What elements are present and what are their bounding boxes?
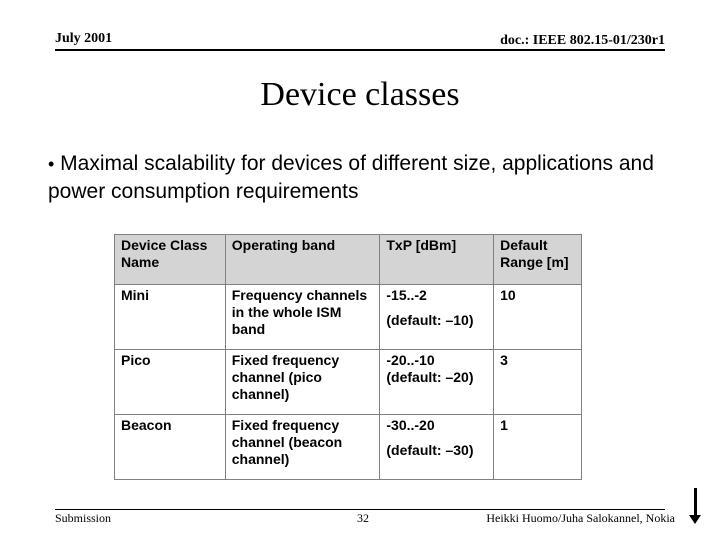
header-device-class-name: Device Class Name bbox=[115, 235, 226, 285]
bullet-text: Maximal scalability for devices of different size, applications and power consumption requirements bbox=[48, 152, 654, 203]
bullet-marker: • bbox=[48, 154, 55, 174]
footer-authors: Heikki Huomo/Juha Salokannel, Nokia bbox=[486, 511, 675, 525]
cell-default-range: 10 bbox=[494, 285, 582, 350]
slide-title: Device classes bbox=[260, 76, 460, 113]
down-arrow-head-icon bbox=[689, 515, 701, 524]
header-doc-id: doc.: IEEE 802.15-01/230r1 bbox=[500, 33, 665, 48]
table-header-row bbox=[115, 235, 582, 285]
txp-default: (default: –10) bbox=[386, 312, 474, 328]
cell-txp bbox=[380, 285, 494, 350]
bullet-point bbox=[48, 150, 688, 206]
txp-default: (default: –30) bbox=[386, 442, 474, 458]
table-row bbox=[115, 415, 582, 480]
header-operating-band: Operating band bbox=[225, 235, 380, 285]
header-rule bbox=[55, 49, 665, 51]
header-default-range: Default Range [m] bbox=[494, 235, 582, 285]
txp-range: -15..-2 bbox=[386, 287, 427, 303]
header-date: July 2001 bbox=[55, 31, 113, 46]
cell-device-name: Mini bbox=[115, 285, 226, 350]
device-classes-table bbox=[114, 234, 582, 480]
footer-submission: Submission bbox=[55, 511, 112, 525]
txp-range: -30..-20 bbox=[386, 417, 435, 433]
cell-operating-band: Frequency channels in the whole ISM band bbox=[225, 285, 380, 350]
cell-operating-band: Fixed frequency channel (pico channel) bbox=[225, 350, 380, 415]
cell-default-range: 1 bbox=[494, 415, 582, 480]
cell-txp bbox=[380, 415, 494, 480]
cell-device-name: Beacon bbox=[115, 415, 226, 480]
table-row bbox=[115, 350, 582, 415]
cell-default-range: 3 bbox=[494, 350, 582, 415]
footer-rule bbox=[55, 509, 665, 510]
table-row bbox=[115, 285, 582, 350]
cell-operating-band: Fixed frequency channel (beacon channel) bbox=[225, 415, 380, 480]
footer-page-number: 32 bbox=[357, 511, 369, 525]
cell-txp bbox=[380, 350, 494, 415]
header-txp: TxP [dBm] bbox=[380, 235, 494, 285]
cell-device-name: Pico bbox=[115, 350, 226, 415]
txp-range: -20..-10 bbox=[386, 352, 435, 368]
txp-default: (default: –20) bbox=[386, 369, 474, 385]
